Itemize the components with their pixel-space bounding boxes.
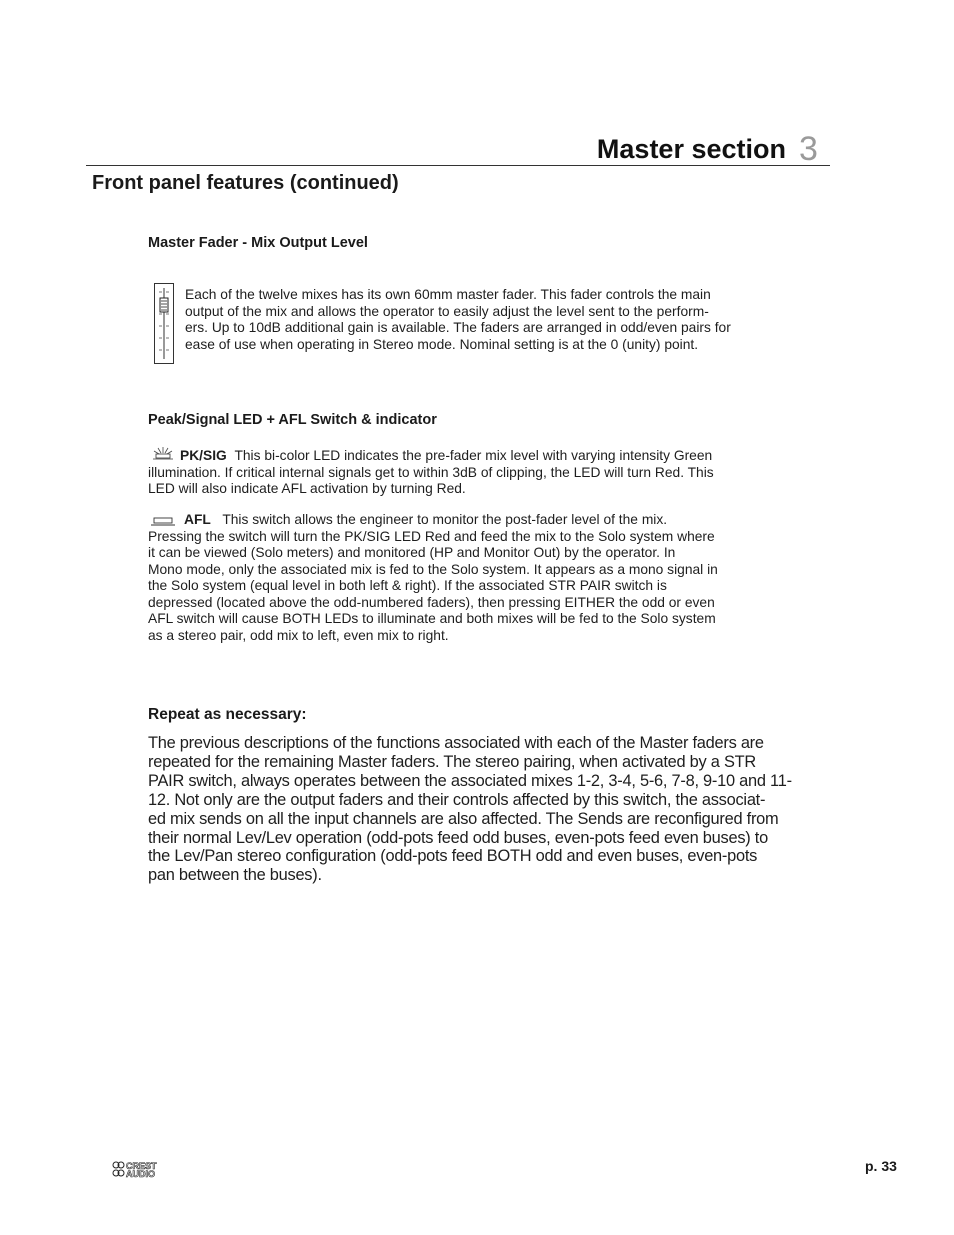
chapter-title: Master section	[596, 134, 786, 164]
afl-line: This switch allows the engineer to monitor the post-fader level of the mix.	[222, 512, 668, 527]
repeat-line: their normal Lev/Lev operation (odd-pots feed odd buses, even-pots feed even buses) to	[148, 828, 768, 847]
pksig-label: PK/SIG	[180, 448, 227, 463]
afl-description	[148, 512, 718, 644]
afl-line: depressed (located above the odd-numbered faders), then pressing EITHER the odd or even	[148, 594, 715, 610]
peak-heading: Peak/Signal LED + AFL Switch & indicator	[148, 412, 437, 428]
afl-line: Pressing the switch will turn the PK/SIG LED Red and feed the mix to the Solo system where	[148, 528, 715, 544]
page-number: p. 33	[865, 1158, 897, 1174]
header-rule	[86, 165, 830, 166]
repeat-line: ed mix sends on all the input channels are also affected. The Sends are reconfigured from	[148, 809, 779, 828]
afl-line: Mono mode, only the associated mix is fed to the Solo system. It appears as a mono signal in	[148, 561, 718, 577]
pksig-description	[148, 448, 714, 498]
afl-line: as a stereo pair, odd mix to left, even mix to right.	[148, 627, 449, 643]
afl-line: it can be viewed (Solo meters) and monitored (HP and Monitor Out) by the operator. In	[148, 545, 676, 560]
fader-line: Each of the twelve mixes has its own 60mm master fader. This fader controls the main	[185, 287, 711, 302]
fader-heading: Master Fader - Mix Output Level	[148, 235, 368, 251]
repeat-line: pan between the buses).	[148, 866, 322, 885]
chapter-number: 3	[799, 130, 818, 168]
pksig-line: illumination. If critical internal signals get to within 3dB of clipping, the LED will turn Red. This	[148, 464, 714, 480]
fader-icon	[154, 283, 174, 364]
repeat-description	[148, 734, 792, 885]
repeat-line: PAIR switch, always operates between the associated mixes 1-2, 3-4, 5-6, 7-8, 9-10 and 11-	[148, 771, 792, 790]
afl-line: the Solo system (equal level in both left & right). If the associated STR PAIR switch is	[148, 578, 667, 593]
fader-description	[185, 287, 731, 353]
crest-audio-logo	[112, 1159, 174, 1181]
repeat-line: the Lev/Pan stereo configuration (odd-pots feed BOTH odd and even buses, even-pots	[148, 847, 758, 866]
pksig-line: This bi-color LED indicates the pre-fader mix level with varying intensity Green	[234, 448, 713, 463]
logo-line-2: AUDIO	[126, 1169, 155, 1179]
repeat-line: repeated for the remaining Master faders. The stereo pairing, when activated by a STR	[148, 752, 756, 771]
fader-line: ers. Up to 10dB additional gain is available. The faders are arranged in odd/even pairs for	[185, 320, 731, 335]
logo-line-1: CREST	[126, 1161, 157, 1171]
section-title: Front panel features (continued)	[92, 172, 399, 194]
afl-line: AFL switch will cause BOTH LEDs to illuminate and both mixes will be fed to the Solo system	[148, 611, 716, 626]
repeat-line: 12. Not only are the output faders and their controls affected by this switch, the associat-	[148, 790, 766, 809]
repeat-line: The previous descriptions of the functions associated with each of the Master faders are	[148, 734, 764, 752]
afl-label: AFL	[184, 512, 211, 527]
fader-line: output of the mix and allows the operator to easily adjust the level sent to the perform-	[185, 303, 709, 319]
pksig-line: LED will also indicate AFL activation by turning Red.	[148, 481, 466, 496]
fader-line: ease of use when operating in Stereo mode. Nominal setting is at the 0 (unity) point.	[185, 336, 699, 352]
repeat-heading: Repeat as necessary:	[148, 706, 307, 723]
